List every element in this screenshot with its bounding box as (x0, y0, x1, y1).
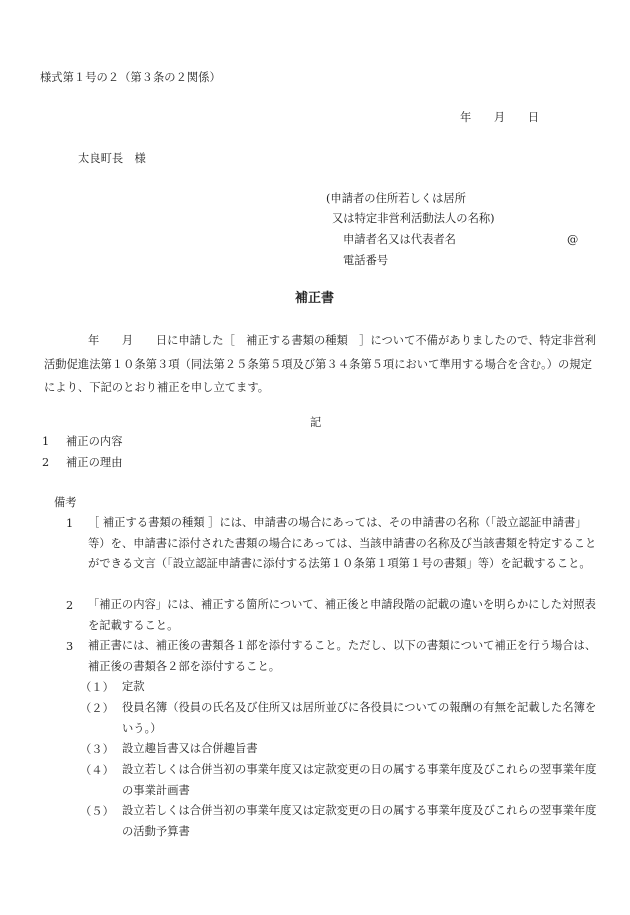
applicant-phone-label: 電話番号 (343, 254, 389, 267)
note-1-number: 1 (66, 517, 74, 530)
applicant-name-label: 申請者名又は代表者名 (343, 233, 456, 246)
subitem-1-number: （１） (80, 681, 114, 694)
subitem-3-number: （３） (80, 743, 114, 756)
seal-mark: @ (567, 233, 579, 246)
body-paragraph: 年 月 日に申請した［ 補正する書類の種類 ］について不備がありましたので、特定非営利活動促進法第１０条第３項（同法第２５条第５項及び第３４条第５項において準用する場合を含む。）の規定により、下記のとおり補正を申し立てます。 (44, 334, 596, 394)
item-2-text: 補正の理由 (66, 456, 123, 469)
subitem-4-number: （４） (80, 764, 114, 777)
subitem-5-text: 設立若しくは合併当初の事業年度又は定款変更の日の属する事業年度及びこれらの翌事業年度の活動予算書 (122, 804, 597, 838)
note-2-text: 「補正の内容」には、補正する箇所について、補正後と申請段階の記載の違いを明らかにした対照表を記載すること。 (88, 598, 596, 632)
subitem-4-text: 設立若しくは合併当初の事業年度又は定款変更の日の属する事業年度及びこれらの翌事業年度の事業計画書 (122, 763, 597, 797)
note-1-text: ［ 補正する書類の種類 ］には、申請書の場合にあっては、その申請書の名称（「設立認証申請書」等）を、申請書に添付された書類の場合にあっては、当該申請書の名称及び当該書類を特定することができる文言（「設立認証申請書に添付する法第１０条第１項第１号の書類」等）を記載すること。 (88, 516, 597, 570)
item-1-text: 補正の内容 (66, 435, 123, 448)
ki-heading: 記 (310, 416, 322, 429)
applicant-org-label: 又は特定非営利活動法人の名称) (332, 212, 495, 225)
form-number: 様式第１号の２（第３条の２関係） (40, 71, 221, 84)
note-3-number: 3 (66, 640, 74, 653)
subitem-3-text: 設立趣旨書又は合併趣旨書 (122, 742, 258, 755)
date-line: 年 月 日 (460, 111, 540, 124)
subitem-2-text: 役員名簿（役員の氏名及び住所又は居所並びに各役員についての報酬の有無を記載した名簿をいう。） (122, 701, 597, 735)
page-title: 補正書 (295, 291, 335, 306)
note-3-text: 補正書には、補正後の書類各１部を添付すること。ただし、以下の書類について補正を行う場合は、補正後の書類各２部を添付すること。 (88, 639, 597, 673)
notes-heading: 備考 (54, 496, 77, 509)
item-1-number: 1 (42, 435, 50, 448)
subitem-1-text: 定款 (122, 680, 145, 693)
subitem-2-number: （２） (80, 702, 114, 715)
item-2-number: 2 (42, 456, 50, 469)
addressee: 太良町長 様 (78, 152, 146, 165)
applicant-address-label: (申請者の住所若しくは居所 (326, 192, 466, 205)
note-2-number: 2 (66, 599, 74, 612)
subitem-5-number: （５） (80, 805, 114, 818)
